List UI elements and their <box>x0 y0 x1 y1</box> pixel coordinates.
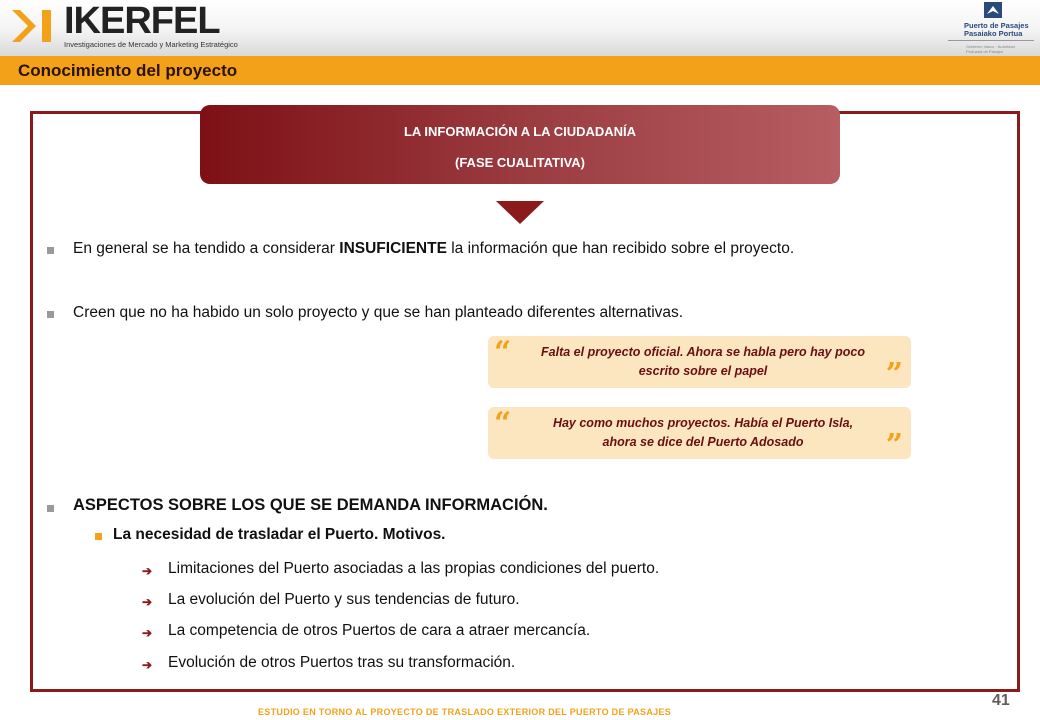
reason-item: Evolución de otros Puertos tras su transformación. <box>168 654 516 671</box>
quote-line: Hay como muchos proyectos. Había el Puerto Isla, <box>552 416 854 430</box>
bullet-insuficiente <box>73 240 794 258</box>
section-title: Conocimiento del proyecto <box>18 61 238 80</box>
quote-line: Falta el proyecto oficial. Ahora se habla pero hay poco <box>541 345 865 359</box>
partner-small-text: Gobierno Vasco · Autoridad Portuaria de Pasajes <box>966 44 1015 54</box>
arrow-right-icon: ➔ <box>142 564 153 578</box>
bullet-emphasis: INSUFICIENTE <box>339 240 447 257</box>
quote-text <box>508 343 898 381</box>
open-quote-icon: “ <box>494 406 512 441</box>
bullet-text: la información que han recibido sobre el proyecto. <box>446 240 795 257</box>
partner-name-line2: Pasaiako Portua <box>964 29 1023 38</box>
square-bullet-icon <box>47 505 54 512</box>
brand-tagline: Investigaciones de Mercado y Marketing Estratégico <box>64 40 238 49</box>
ikerfel-logo-icon <box>10 6 60 46</box>
square-bullet-icon <box>47 247 54 254</box>
header-band <box>0 0 1040 56</box>
bullet-aspectos: ASPECTOS SOBRE LOS QUE SE DEMANDA INFORMACIÓN. <box>73 496 548 514</box>
arrow-right-icon: ➔ <box>142 595 153 609</box>
partner-logo <box>944 2 1040 56</box>
close-quote-icon: ” <box>885 428 903 463</box>
brand-name: IKERFEL <box>64 0 220 42</box>
open-quote-icon: “ <box>494 335 512 370</box>
topic-title: LA INFORMACIÓN A LA CIUDADANÍA <box>403 124 637 139</box>
arrow-right-icon: ➔ <box>142 626 153 640</box>
quote-box <box>488 406 911 463</box>
bullet-text: En general se ha tendido a considerar <box>73 240 340 257</box>
square-bullet-icon <box>95 533 102 540</box>
topic-banner <box>200 105 840 184</box>
square-bullet-icon <box>47 311 54 318</box>
quote-line: ahora se dice del Puerto Adosado <box>602 435 804 449</box>
footer-study-title: ESTUDIO EN TORNO AL PROYECTO DE TRASLADO EXTERIOR DEL PUERTO DE PASAJES <box>258 707 672 717</box>
partner-name-line1: Puerto de Pasajes <box>964 21 1029 30</box>
arrow-right-icon: ➔ <box>142 658 153 672</box>
down-arrow-icon <box>496 201 544 224</box>
quote-text <box>508 414 898 452</box>
sub-bullet-motivos: La necesidad de trasladar el Puerto. Motivos. <box>113 526 446 543</box>
reason-item: Limitaciones del Puerto asociadas a las propias condiciones del puerto. <box>168 560 660 577</box>
topic-subtitle: (FASE CUALITATIVA) <box>455 155 585 170</box>
port-bird-icon <box>984 2 1002 18</box>
reason-item: La competencia de otros Puertos de cara a atraer mercancía. <box>168 622 591 639</box>
section-bar <box>0 56 1040 85</box>
reason-item: La evolución del Puerto y sus tendencias de futuro. <box>168 591 520 608</box>
quote-box <box>488 335 911 392</box>
close-quote-icon: ” <box>885 357 903 392</box>
bullet-alternativas: Creen que no ha habido un solo proyecto y que se han planteado diferentes alternativas. <box>73 304 684 321</box>
partner-divider <box>948 40 1034 41</box>
page-number: 41 <box>992 692 1010 709</box>
quote-line: escrito sobre el papel <box>638 364 768 378</box>
